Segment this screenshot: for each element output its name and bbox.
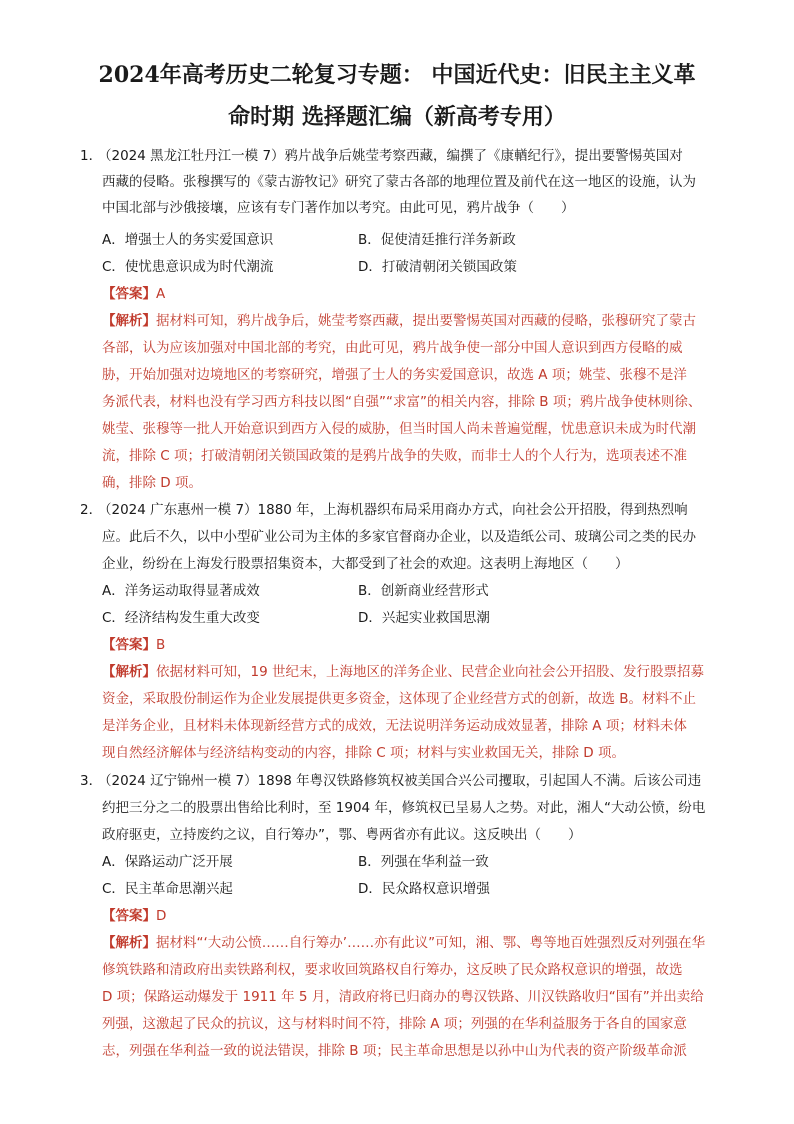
analysis-line: 修筑铁路和清政府出卖铁路利权，要求收回筑路权自行筹办，这反映了民众路权意识的增强，故选: [102, 962, 683, 978]
analysis-line: 胁，开始加强对边境地区的考察研究，增强了士人的务实爱国意识，故选 A 项；姚莹、张穆不是洋: [102, 367, 687, 383]
option-b: B．促使清廷推行洋务新政: [358, 232, 516, 248]
answer-value: D: [156, 908, 167, 924]
analysis-line: 志，列强在华利益一致的说法错误，排除 B 项；民主革命思想是以孙中山为代表的资产阶级革命派: [102, 1043, 687, 1059]
option-c: C．民主革命思潮兴起: [102, 881, 233, 897]
answer-tag: 【答案】: [102, 286, 156, 302]
question-stem-line: （2024 辽宁锦州一模 7）1898 年粤汉铁路修筑权被美国合兴公司攫取，引起国人不满。后该公司违: [98, 773, 702, 789]
option-d: D．兴起实业救国思潮: [358, 610, 490, 626]
analysis-line: 现自然经济解体与经济结构变动的内容，排除 C 项；材料与实业救国无关，排除 D 项。: [102, 745, 625, 761]
answer-value: B: [156, 637, 166, 653]
analysis-line: [102, 662, 704, 682]
answer-tag: 【答案】: [102, 637, 156, 653]
question-number: 2．: [80, 502, 103, 518]
analysis-text: 依据材料可知，19 世纪末，上海地区的洋务企业、民营企业向社会公开招股、发行股票招募: [156, 664, 704, 680]
answer-tag: 【答案】: [102, 908, 156, 924]
question-stem-line: （2024 广东惠州一模 7）1880 年，上海机器织布局采用商办方式，向社会公开招股，得到热烈响: [98, 502, 688, 518]
question-stem-line: （2024 黑龙江牡丹江一模 7）鸦片战争后姚莹考察西藏，编撰了《康輶纪行》，提出要警惕英国对: [98, 148, 683, 164]
analysis-tag: 【解析】: [102, 313, 156, 329]
analysis-line: 流，排除 C 项；打破清朝闭关锁国政策的是鸦片战争的失败，而非士人的个人行为，选项表述不准: [102, 448, 688, 464]
analysis-line: 是洋务企业，且材料未体现新经营方式的成效，无法说明洋务运动成效显著，排除 A 项；材料未体: [102, 718, 687, 734]
option-b: B．创新商业经营形式: [358, 583, 489, 599]
question-number: 1．: [80, 148, 103, 164]
option-a: A．洋务运动取得显著成效: [102, 583, 260, 599]
option-a: A．保路运动广泛开展: [102, 854, 233, 870]
option-d: D．打破清朝闭关锁国政策: [358, 259, 517, 275]
option-c: C．使忧患意识成为时代潮流: [102, 259, 274, 275]
option-b: B．列强在华利益一致: [358, 854, 489, 870]
answer: [102, 906, 166, 926]
option-d: D．民众路权意识增强: [358, 881, 490, 897]
analysis-tag: 【解析】: [102, 935, 156, 951]
analysis-line: [102, 933, 705, 953]
analysis-line: 务派代表，材料也没有学习西方科技以图“自强”“求富”的相关内容，排除 B 项；鸦片战争使林则徐、: [102, 394, 702, 410]
analysis-line: 资金，采取股份制运作为企业发展提供更多资金，这体现了企业经营方式的创新，故选 B。材料不止: [102, 691, 697, 707]
question-stem-line: 企业，纷纷在上海发行股票招集资本，大都受到了社会的欢迎。这表明上海地区（ ）: [102, 556, 629, 572]
analysis-text: 据材料“‘大动公愤……自行筹办’……亦有此议”可知，湘、鄂、粤等地百姓强烈反对列强在华: [156, 935, 706, 951]
answer: [102, 635, 165, 655]
option-a: A．增强士人的务实爱国意识: [102, 232, 274, 248]
analysis-line: 确，排除 D 项。: [102, 475, 202, 491]
answer-value: A: [156, 286, 166, 302]
analysis-line: 姚莹、张穆等一批人开始意识到西方入侵的威胁，但当时国人尚未普遍觉醒，忧患意识未成为时代潮: [102, 421, 696, 437]
analysis-line: [102, 311, 696, 331]
analysis-line: 各部，认为应该加强对中国北部的考究，由此可见，鸦片战争使一部分中国人意识到西方侵略的威: [102, 340, 683, 356]
question-number: 3．: [80, 773, 103, 789]
answer: [102, 284, 165, 304]
question-stem-line: 应。此后不久，以中小型矿业公司为主体的多家官督商办企业，以及造纸公司、玻璃公司之类的民办: [102, 529, 696, 545]
question-stem-line: 约把三分之二的股票出售给比利时，至 1904 年，修筑权已呈易人之势。对此，湘人“大动公愤，纷电: [102, 800, 706, 816]
analysis-tag: 【解析】: [102, 664, 156, 680]
question-stem-line: 中国北部与沙俄接壤，应该有专门著作加以考究。由此可见，鸦片战争（ ）: [102, 200, 575, 216]
document-title-line-2: 命时期 选择题汇编（新高考专用）: [228, 104, 566, 130]
analysis-text: 据材料可知，鸦片战争后，姚莹考察西藏，提出要警惕英国对西藏的侵略，张穆研究了蒙古: [156, 313, 696, 329]
question-stem-line: 政府驱吏，立持废约之议，自行筹办”，鄂、粤两省亦有此议。这反映出（ ）: [102, 827, 582, 843]
analysis-line: D 项；保路运动爆发于 1911 年 5 月，清政府将已归商办的粤汉铁路、川汉铁路收归“国有”并出卖给: [102, 989, 704, 1005]
analysis-line: 列强，这激起了民众的抗议，这与材料时间不符，排除 A 项；列强的在华利益服务于各自的国家意: [102, 1016, 687, 1032]
document-title-line-1: 2024年高考历史二轮复习专题： 中国近代史：旧民主主义革: [98, 62, 696, 88]
option-c: C．经济结构发生重大改变: [102, 610, 260, 626]
question-stem-line: 西藏的侵略。张穆撰写的《蒙古游牧记》研究了蒙古各部的地理位置及前代在这一地区的设施，认为: [102, 174, 696, 190]
